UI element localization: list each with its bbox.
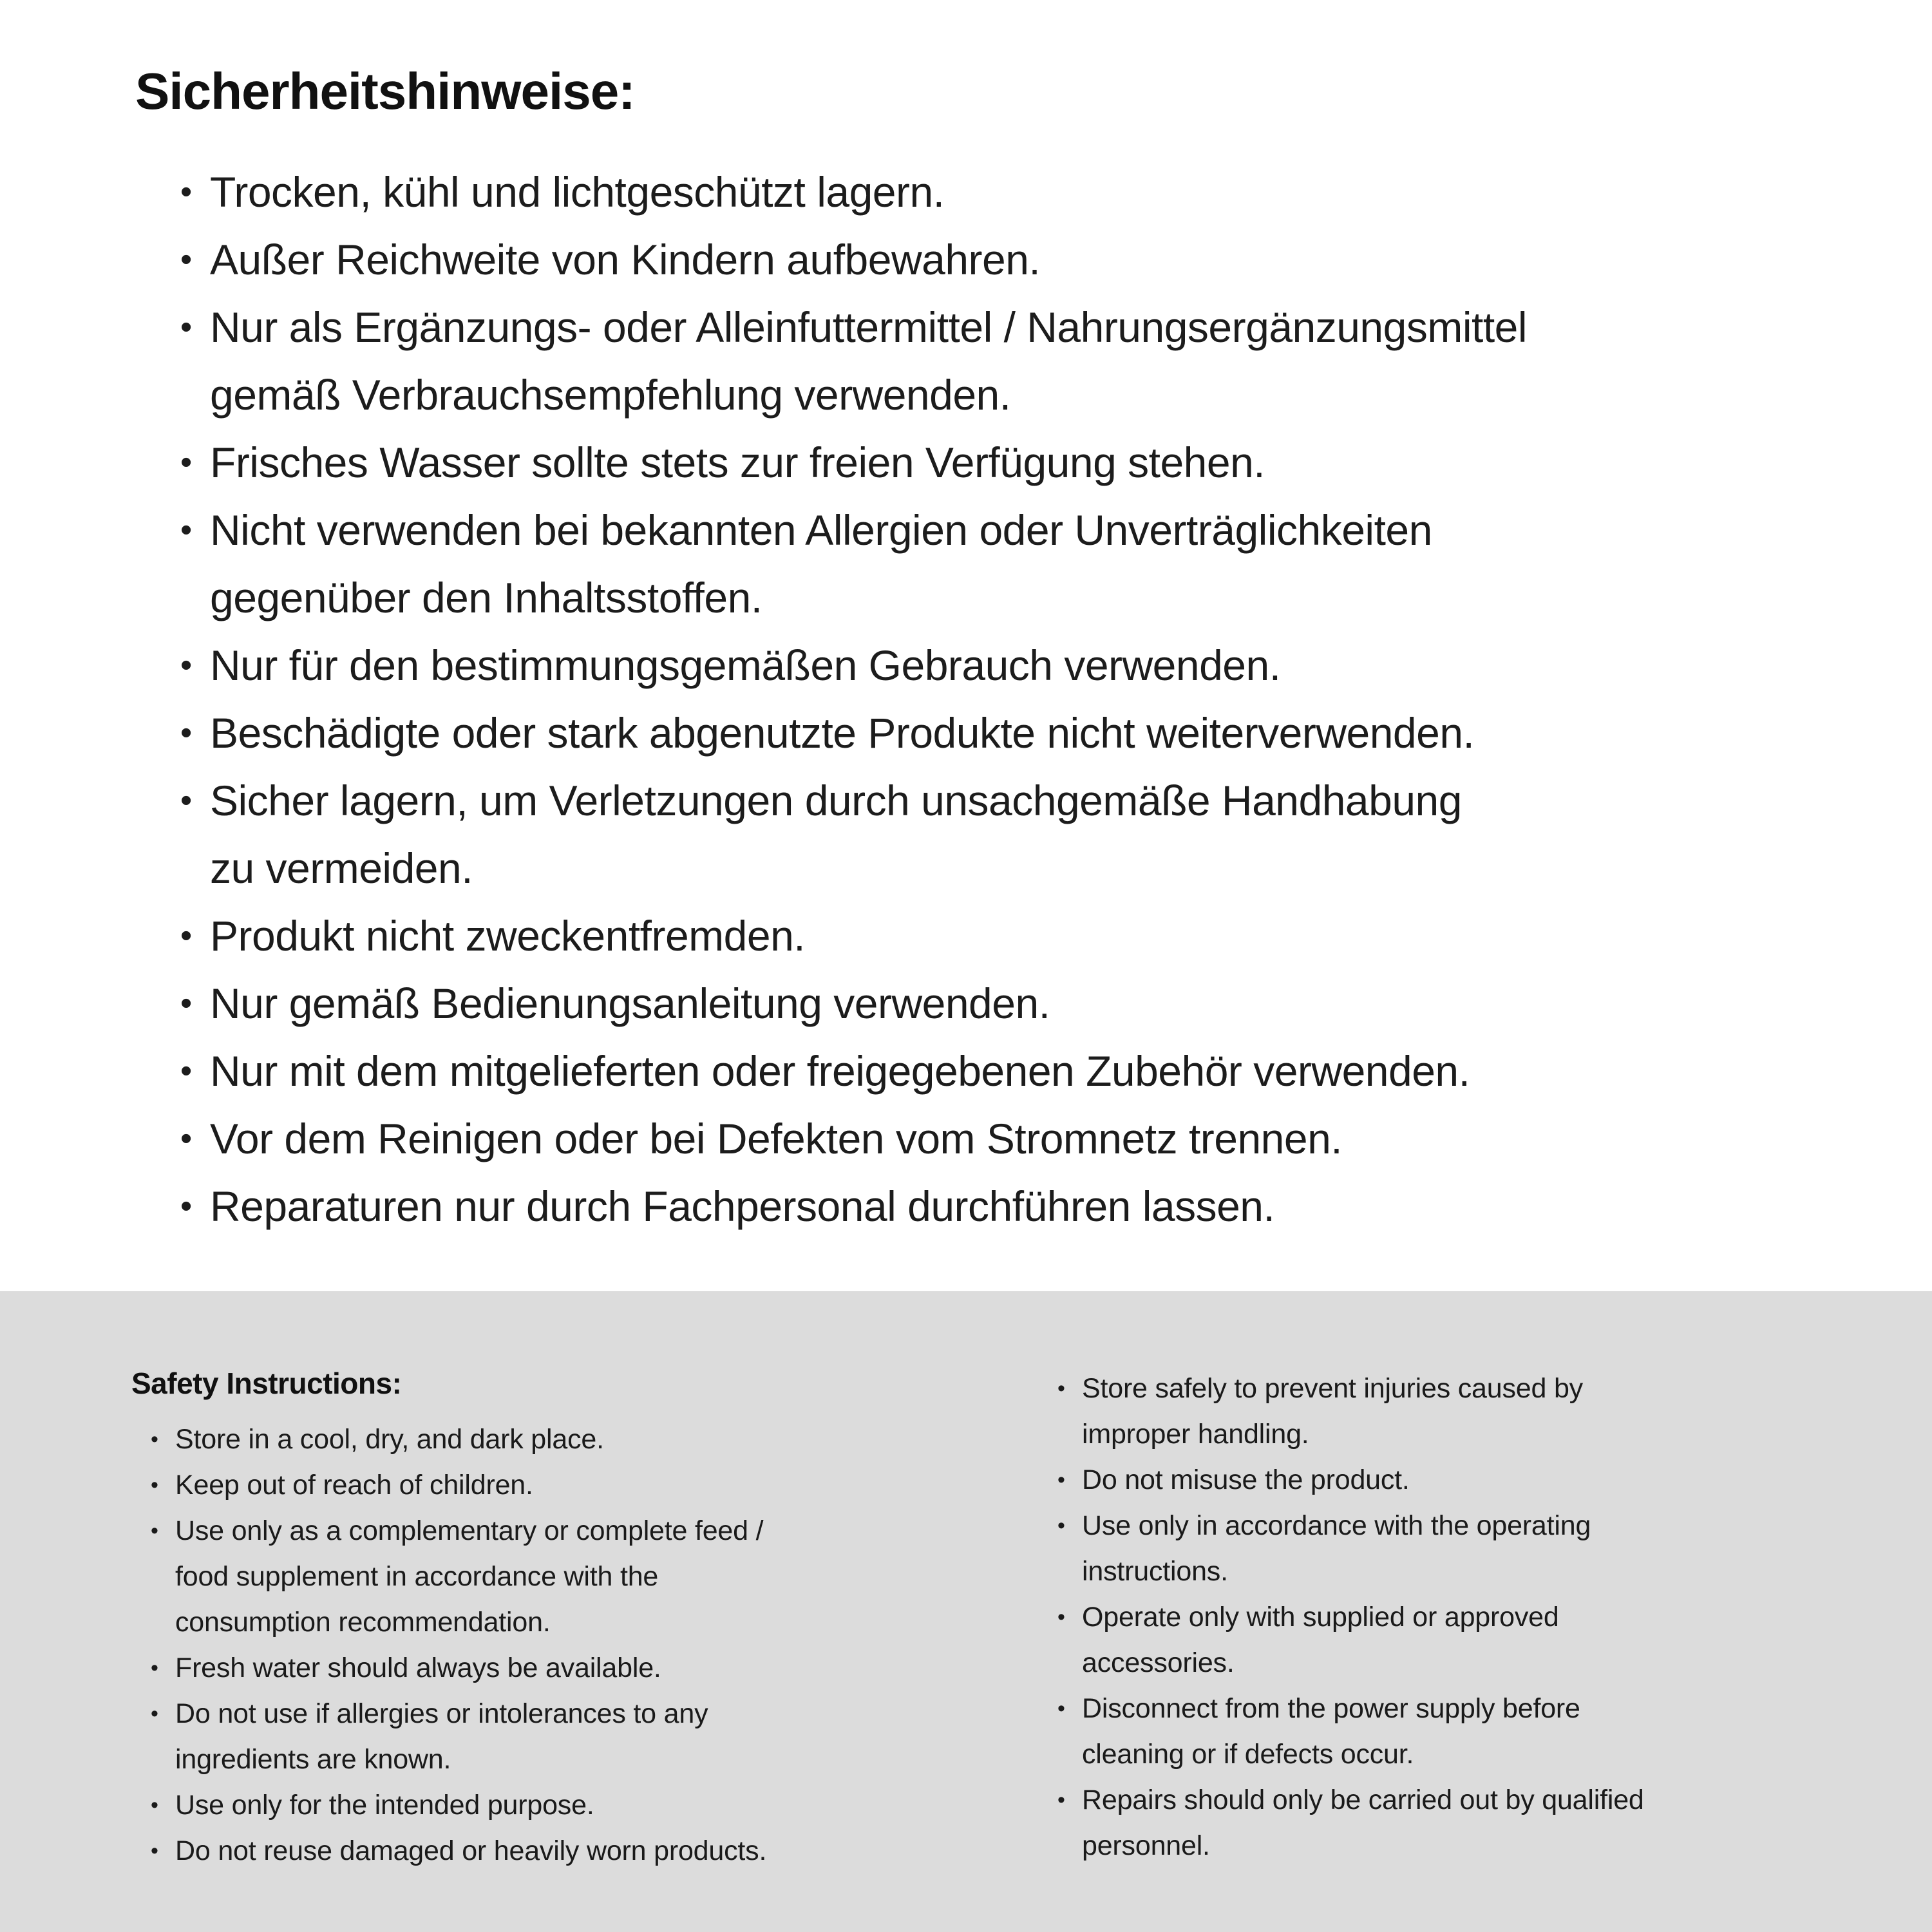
bullet-line: • Frisches Wasser sollte stets zur freien Verfügung stehen. bbox=[210, 439, 1265, 486]
bullet-item bbox=[135, 294, 1874, 429]
bullet-item bbox=[131, 1508, 1033, 1645]
bullet-line: • Do not use if allergies or intolerances to any bbox=[175, 1698, 708, 1729]
bullet-line: cleaning or if defects occur. bbox=[1082, 1739, 1414, 1770]
bullet-line: • Nur gemäß Bedienungsanleitung verwenden. bbox=[210, 980, 1050, 1027]
bullet-item bbox=[135, 497, 1874, 632]
bullet-item bbox=[135, 632, 1874, 699]
bullet-line: • Fresh water should always be available. bbox=[175, 1653, 661, 1683]
bullet-line: • Sicher lagern, um Verletzungen durch unsachgemäße Handhabung bbox=[210, 777, 1462, 824]
bullet-item bbox=[131, 1417, 1033, 1463]
bullet-line: • Do not reuse damaged or heavily worn products. bbox=[175, 1835, 767, 1866]
bullet-line: • Use only in accordance with the operating bbox=[1082, 1510, 1591, 1541]
english-section bbox=[0, 1291, 1932, 1932]
bullet-item bbox=[135, 970, 1874, 1037]
bullet-item bbox=[135, 902, 1874, 970]
bullet-line: • Use only for the intended purpose. bbox=[175, 1790, 594, 1821]
bullet-item bbox=[135, 1173, 1874, 1240]
bullet-line: • Store safely to prevent injuries caused by bbox=[1082, 1373, 1583, 1404]
bullet-line: zu vermeiden. bbox=[210, 844, 473, 892]
bullet-item bbox=[1038, 1686, 1914, 1777]
bullet-line: • Reparaturen nur durch Fachpersonal durchführen lassen. bbox=[210, 1182, 1275, 1230]
german-section bbox=[135, 62, 1874, 1240]
bullet-line: food supplement in accordance with the bbox=[175, 1561, 659, 1592]
english-right-column bbox=[1038, 1366, 1914, 1869]
bullet-line: ingredients are known. bbox=[175, 1744, 451, 1775]
bullet-item bbox=[131, 1691, 1033, 1783]
english-left-column bbox=[131, 1361, 1033, 1874]
bullet-line: accessories. bbox=[1082, 1647, 1235, 1678]
bullet-line: gegenüber den Inhaltsstoffen. bbox=[210, 574, 762, 621]
bullet-line: • Operate only with supplied or approved bbox=[1082, 1602, 1559, 1633]
bullet-line: • Außer Reichweite von Kindern aufbewahren. bbox=[210, 236, 1041, 283]
bullet-item bbox=[1038, 1457, 1914, 1503]
bullet-line: • Use only as a complementary or complete feed / bbox=[175, 1515, 764, 1546]
bullet-item bbox=[1038, 1366, 1914, 1457]
bullet-line: • Nur für den bestimmungsgemäßen Gebrauch verwenden. bbox=[210, 641, 1281, 689]
bullet-line: • Do not misuse the product. bbox=[1082, 1464, 1410, 1495]
bullet-line: improper handling. bbox=[1082, 1419, 1309, 1450]
bullet-item bbox=[1038, 1503, 1914, 1595]
bullet-line: • Store in a cool, dry, and dark place. bbox=[175, 1424, 604, 1455]
bullet-line: personnel. bbox=[1082, 1830, 1210, 1861]
bullet-item bbox=[135, 699, 1874, 767]
bullet-item bbox=[131, 1828, 1033, 1874]
bullet-item bbox=[131, 1463, 1033, 1508]
bullet-item bbox=[135, 1037, 1874, 1105]
bullet-line: • Nicht verwenden bei bekannten Allergien oder Unverträglichkeiten bbox=[210, 506, 1432, 554]
bullet-item bbox=[131, 1645, 1033, 1691]
bullet-item bbox=[131, 1783, 1033, 1828]
bullet-line: • Nur mit dem mitgelieferten oder freigegebenen Zubehör verwenden. bbox=[210, 1047, 1470, 1095]
german-bullet-list bbox=[135, 158, 1874, 1240]
bullet-line: consumption recommendation. bbox=[175, 1607, 551, 1638]
bullet-line: • Produkt nicht zweckentfremden. bbox=[210, 912, 806, 960]
german-title: Sicherheitshinweise: bbox=[135, 62, 635, 120]
bullet-line: • Repairs should only be carried out by qualified bbox=[1082, 1785, 1644, 1815]
bullet-item bbox=[135, 767, 1874, 902]
bullet-line: • Vor dem Reinigen oder bei Defekten vom Stromnetz trennen. bbox=[210, 1115, 1343, 1162]
bullet-line: • Trocken, kühl und lichtgeschützt lagern. bbox=[210, 168, 945, 216]
bullet-line: gemäß Verbrauchsempfehlung verwenden. bbox=[210, 371, 1011, 419]
bullet-item bbox=[1038, 1595, 1914, 1686]
bullet-item bbox=[1038, 1777, 1914, 1869]
bullet-line: • Nur als Ergänzungs- oder Alleinfuttermittel / Nahrungsergänzungsmittel bbox=[210, 303, 1528, 351]
bullet-item bbox=[135, 429, 1874, 497]
bullet-line: • Keep out of reach of children. bbox=[175, 1470, 533, 1501]
bullet-line: • Disconnect from the power supply before bbox=[1082, 1693, 1580, 1724]
bullet-item bbox=[135, 158, 1874, 226]
bullet-line: instructions. bbox=[1082, 1556, 1228, 1587]
bullet-item bbox=[135, 226, 1874, 294]
bullet-line: • Beschädigte oder stark abgenutzte Produkte nicht weiterverwenden. bbox=[210, 709, 1475, 757]
bullet-item bbox=[135, 1105, 1874, 1173]
english-title: Safety Instructions: bbox=[131, 1367, 402, 1400]
